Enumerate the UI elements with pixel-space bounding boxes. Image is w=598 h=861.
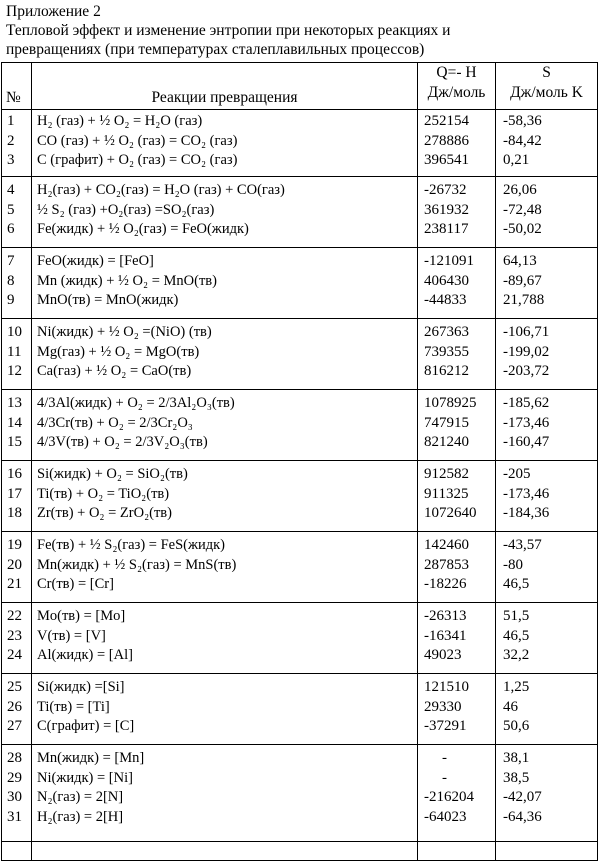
- heat-effect-value: 821240: [424, 434, 469, 450]
- reaction-equation-cell: [32, 319, 418, 390]
- entropy-value: 0,21: [503, 152, 530, 168]
- heat-effect-value: -18226: [424, 576, 467, 592]
- entropy-value-cell: [496, 248, 598, 319]
- heat-effect-value: 816212: [424, 363, 469, 379]
- heat-effect-value: 911325: [424, 485, 469, 502]
- reaction-equation: Ca(газ) + ½ O₂ = CaO(тв): [37, 363, 192, 379]
- reaction-equation: Ti(тв) = [Ti]: [37, 698, 110, 715]
- reaction-equation: C (графит) + O₂ (газ) = CO₂ (газ): [37, 152, 238, 168]
- reaction-equation: Mn(жидк) + ½ S₂(газ) = MnS(тв): [37, 556, 237, 573]
- document-heading: [6, 2, 592, 59]
- heat-effect-value: -44833: [424, 292, 467, 308]
- reaction-equation: Mg(газ) + ½ O₂ = MgO(тв): [37, 343, 200, 360]
- heat-effect-value: 29330: [424, 698, 462, 715]
- heat-effect-value: -37291: [424, 718, 467, 734]
- row-number: 12: [7, 363, 22, 379]
- heat-effect-value: 1078925: [424, 395, 477, 411]
- empty-cell: [496, 842, 598, 861]
- reaction-equation: CO (газ) + ½ O₂ (газ) = CO₂ (газ): [37, 132, 238, 149]
- heat-effect-value: -26313: [424, 608, 467, 624]
- reaction-equation: Ni(жидк) + ½ O₂ =(NiO) (тв): [37, 324, 212, 340]
- row-number-cell: [2, 603, 32, 674]
- row-number-cell: [2, 319, 32, 390]
- entropy-value: 21,788: [503, 292, 545, 308]
- reaction-equation-cell: [32, 745, 418, 842]
- reaction-group: [2, 532, 598, 603]
- reaction-equation-cell: [32, 674, 418, 745]
- reaction-group: [2, 603, 598, 674]
- entropy-value: 38,1: [503, 750, 530, 766]
- entropy-value: -173,46: [503, 485, 550, 502]
- heat-effect-value-cell: [418, 745, 496, 842]
- header-entropy: [496, 63, 598, 110]
- reaction-equation-cell: [32, 177, 418, 248]
- heat-effect-value-cell: [418, 177, 496, 248]
- entropy-value-cell: [496, 603, 598, 674]
- row-number: 29: [7, 769, 22, 786]
- empty-cell: [2, 842, 32, 861]
- entropy-value-cell: [496, 177, 598, 248]
- reaction-equation-cell: [32, 110, 418, 177]
- entropy-value-cell: [496, 674, 598, 745]
- reaction-equation: H₂ (газ) + ½ O₂ = H₂O (газ): [37, 113, 203, 129]
- row-number: 17: [7, 485, 22, 502]
- reaction-group: [2, 461, 598, 532]
- entropy-value: -50,02: [503, 221, 542, 237]
- reaction-equation: V(тв) = [V]: [37, 627, 106, 644]
- entropy-value: 32,2: [503, 647, 530, 663]
- row-number: 9: [7, 292, 15, 308]
- heat-effect-value-cell: [418, 248, 496, 319]
- entropy-value: -84,42: [503, 132, 542, 149]
- entropy-value: -160,47: [503, 434, 550, 450]
- row-number: 16: [7, 466, 22, 482]
- row-number: 24: [7, 647, 22, 663]
- heat-effect-value: 238117: [424, 221, 469, 237]
- reaction-equation: Fe(тв) + ½ S₂(газ) = FeS(жидк): [37, 537, 226, 553]
- entropy-value: -80: [503, 556, 523, 573]
- row-number: 31: [7, 808, 22, 825]
- entropy-value: -64,36: [503, 808, 542, 825]
- row-number: 8: [7, 272, 15, 289]
- header-heat-effect: [418, 63, 496, 110]
- heat-effect-value: -64023: [424, 808, 467, 825]
- row-number: 3: [7, 152, 15, 168]
- heat-effect-value: 739355: [424, 343, 469, 360]
- row-number: 5: [7, 201, 15, 218]
- reaction-equation: 4/3Cr(тв) + O₂ = 2/3Cr₂O₃: [37, 414, 193, 431]
- heat-effect-value: 396541: [424, 152, 469, 168]
- reaction-group: [2, 745, 598, 842]
- reaction-equation: Mn(жидк) = [Mn]: [37, 750, 145, 766]
- header-s-unit: Дж/моль K: [510, 84, 583, 101]
- entropy-value-cell: [496, 390, 598, 461]
- heat-effect-value: -16341: [424, 627, 467, 644]
- entropy-value-cell: [496, 532, 598, 603]
- entropy-value: -89,67: [503, 272, 542, 289]
- entropy-value: -106,71: [503, 324, 550, 340]
- entropy-value: -205: [503, 466, 531, 482]
- row-number-cell: [2, 390, 32, 461]
- reaction-equation-cell: [32, 603, 418, 674]
- reaction-equation: Mn (жидк) + ½ O₂ = MnO(тв): [37, 272, 217, 289]
- entropy-value-cell: [496, 319, 598, 390]
- row-number: 2: [7, 132, 15, 149]
- appendix-label: Приложение 2: [6, 3, 101, 20]
- reaction-equation: Si(жидк) =[Si]: [37, 679, 125, 695]
- row-number: 23: [7, 627, 22, 644]
- reaction-group: [2, 674, 598, 745]
- table-body: [2, 110, 598, 861]
- reaction-equation: Cr(тв) = [Cr]: [37, 576, 114, 592]
- row-number-cell: [2, 177, 32, 248]
- row-number-cell: [2, 110, 32, 177]
- reaction-equation: Si(жидк) + O₂ = SiO₂(тв): [37, 466, 188, 482]
- row-number: 15: [7, 434, 22, 450]
- entropy-value-cell: [496, 745, 598, 842]
- entropy-value: 51,5: [503, 608, 530, 624]
- entropy-value: 64,13: [503, 253, 537, 269]
- row-number: 30: [7, 789, 22, 805]
- header-s-symbol: S: [542, 64, 551, 81]
- row-number-cell: [2, 461, 32, 532]
- reaction-equation: N₂(газ) = 2[N]: [37, 789, 124, 805]
- row-number: 10: [7, 324, 22, 340]
- reaction-equation-cell: [32, 461, 418, 532]
- row-number: 14: [7, 414, 22, 431]
- heat-effect-value: 747915: [424, 414, 469, 431]
- heat-effect-value: 252154: [424, 113, 469, 129]
- entropy-value: -42,07: [503, 789, 542, 805]
- row-number: 21: [7, 576, 22, 592]
- row-number: 4: [7, 182, 15, 198]
- heat-effect-value: 142460: [424, 537, 469, 553]
- heat-effect-value: -216204: [424, 789, 474, 805]
- heat-effect-value: 49023: [424, 647, 462, 663]
- reaction-equation: 4/3Al(жидк) + O₂ = 2/3Al₂O₃(тв): [37, 395, 235, 411]
- row-number: 26: [7, 698, 22, 715]
- reaction-group: [2, 390, 598, 461]
- heat-effect-value: -121091: [424, 253, 474, 269]
- empty-cell: [418, 842, 496, 861]
- heat-effect-value-cell: [418, 319, 496, 390]
- heat-effect-value: 287853: [424, 556, 469, 573]
- heat-effect-value-cell: [418, 532, 496, 603]
- row-number: 27: [7, 718, 22, 734]
- row-number: 28: [7, 750, 22, 766]
- reaction-equation: FeO(жидк) = [FeO]: [37, 253, 154, 269]
- heat-effect-value: 912582: [424, 466, 469, 482]
- heat-effect-value-cell: [418, 390, 496, 461]
- entropy-value: 46: [503, 698, 518, 715]
- heat-effect-value-cell: [418, 461, 496, 532]
- entropy-value: 46,5: [503, 576, 530, 592]
- row-number: 18: [7, 505, 22, 521]
- entropy-value: 46,5: [503, 627, 530, 644]
- reaction-equation-cell: [32, 248, 418, 319]
- entropy-value-cell: [496, 461, 598, 532]
- reaction-equation-cell: [32, 532, 418, 603]
- heat-effect-value-cell: [418, 110, 496, 177]
- row-number: 22: [7, 608, 22, 624]
- reaction-equation: H₂(газ) + CO₂(газ) = H₂O (газ) + CO(газ): [37, 182, 285, 198]
- row-number: 6: [7, 221, 15, 237]
- table-title-line-2: превращениях (при температурах сталеплавильных процессов): [6, 41, 425, 58]
- reaction-equation: 4/3V(тв) + O₂ = 2/3V₂O₃(тв): [37, 434, 208, 450]
- heat-effect-value: -26732: [424, 182, 467, 198]
- header-q-symbol: Q=- H: [436, 64, 477, 81]
- heat-effect-value: 121510: [424, 679, 469, 695]
- heat-effect-value: 278886: [424, 132, 469, 149]
- header-number: №: [2, 63, 32, 110]
- thermo-table: [1, 62, 598, 861]
- row-number: 7: [7, 253, 15, 269]
- table-title-line-1: Тепловой эффект и изменение энтропии при некоторых реакциях и: [6, 22, 451, 39]
- reaction-group: [2, 177, 598, 248]
- row-number-cell: [2, 674, 32, 745]
- entropy-value: 26,06: [503, 182, 537, 198]
- entropy-value: -199,02: [503, 343, 550, 360]
- entropy-value: 50,6: [503, 718, 530, 734]
- row-number: 20: [7, 556, 22, 573]
- reaction-equation: MnO(тв) = MnO(жидк): [37, 292, 179, 308]
- reaction-equation: H₂(газ) = 2[H]: [37, 808, 124, 825]
- reaction-group: [2, 319, 598, 390]
- row-number-cell: [2, 532, 32, 603]
- row-number: 11: [7, 343, 22, 360]
- row-number: 13: [7, 395, 22, 411]
- heat-effect-value: 406430: [424, 272, 469, 289]
- entropy-value: -184,36: [503, 505, 550, 521]
- heat-effect-value: 361932: [424, 201, 469, 218]
- reaction-equation: ½ S₂ (газ) +O₂(газ) =SO₂(газ): [37, 201, 215, 218]
- header-row: [2, 63, 598, 110]
- reaction-equation: Mo(тв) = [Mo]: [37, 608, 126, 624]
- row-number: 19: [7, 537, 22, 553]
- entropy-value: 1,25: [503, 679, 530, 695]
- header-q-unit: Дж/моль: [427, 84, 486, 101]
- reaction-equation-cell: [32, 390, 418, 461]
- reaction-equation: Ni(жидк) = [Ni]: [37, 769, 133, 786]
- heat-effect-value-cell: [418, 603, 496, 674]
- heat-effect-value: 1072640: [424, 505, 477, 521]
- row-number-cell: [2, 745, 32, 842]
- empty-cell: [32, 842, 418, 861]
- empty-row: [2, 842, 598, 861]
- entropy-value: 38,5: [503, 769, 530, 786]
- reaction-group: [2, 110, 598, 177]
- entropy-value-cell: [496, 110, 598, 177]
- heat-effect-value-cell: [418, 674, 496, 745]
- row-number: 1: [7, 113, 15, 129]
- reaction-equation: Zr(тв) + O₂ = ZrO₂(тв): [37, 505, 172, 521]
- entropy-value: -72,48: [503, 201, 542, 218]
- reaction-equation: Fe(жидк) + ½ O₂(газ) = FeO(жидк): [37, 221, 249, 237]
- heat-effect-value: -: [442, 769, 447, 786]
- heat-effect-value: 267363: [424, 324, 469, 340]
- heat-effect-value: -: [442, 750, 447, 766]
- entropy-value: -58,36: [503, 113, 542, 129]
- reaction-equation: C(графит) = [C]: [37, 718, 135, 734]
- entropy-value: -173,46: [503, 414, 550, 431]
- entropy-value: -203,72: [503, 363, 550, 379]
- reaction-group: [2, 248, 598, 319]
- reaction-equation: Al(жидк) = [Al]: [37, 647, 133, 663]
- reaction-equation: Ti(тв) + O₂ = TiO₂(тв): [37, 485, 170, 502]
- header-reaction: Реакции превращения: [32, 63, 418, 110]
- row-number-cell: [2, 248, 32, 319]
- row-number: 25: [7, 679, 22, 695]
- entropy-value: -185,62: [503, 395, 550, 411]
- entropy-value: -43,57: [503, 537, 542, 553]
